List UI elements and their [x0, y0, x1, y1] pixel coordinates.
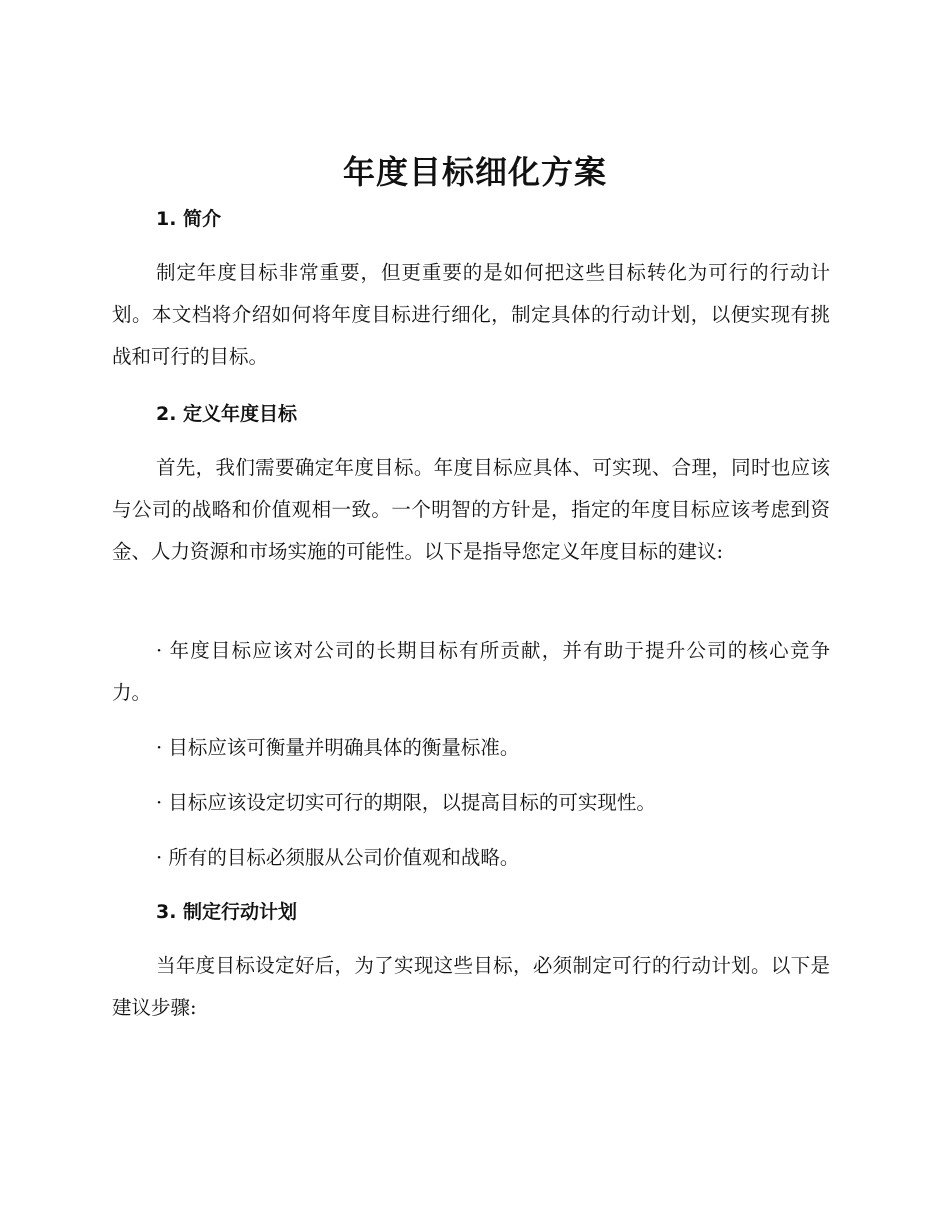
- bullet-item-long-term: · 年度目标应该对公司的长期目标有所贡献，并有助于提升公司的核心竞争力。: [112, 639, 830, 704]
- section-heading-action-plan: 3. 制定行动计划: [156, 901, 298, 923]
- section-heading-define-goals: 2. 定义年度目标: [156, 403, 298, 425]
- bullet-item-deadline: · 目标应该设定切实可行的期限，以提高目标的可实现性。: [156, 791, 656, 814]
- section-heading-intro: 1. 简介: [156, 208, 222, 230]
- bullet-item-measurable: · 目标应该可衡量并明确具体的衡量标准。: [156, 736, 520, 759]
- action-plan-paragraph: 当年度目标设定好后，为了实现这些目标，必须制定可行的行动计划。以下是建议步骤:: [112, 954, 830, 1019]
- intro-paragraph: 制定年度目标非常重要，但更重要的是如何把这些目标转化为可行的行动计划。本文档将介绍如何将年度目标进行细化，制定具体的行动计划，以便实现有挑战和可行的目标。: [112, 261, 830, 368]
- bullet-item-values: · 所有的目标必须服从公司价值观和战略。: [156, 846, 520, 869]
- document-title: 年度目标细化方案: [342, 153, 607, 191]
- define-goals-paragraph: 首先，我们需要确定年度目标。年度目标应具体、可实现、合理，同时也应该与公司的战略和价值观相一致。一个明智的方针是，指定的年度目标应该考虑到资金、人力资源和市场实施的可能性。以下是指导您定义年度目标的建议:: [112, 456, 830, 563]
